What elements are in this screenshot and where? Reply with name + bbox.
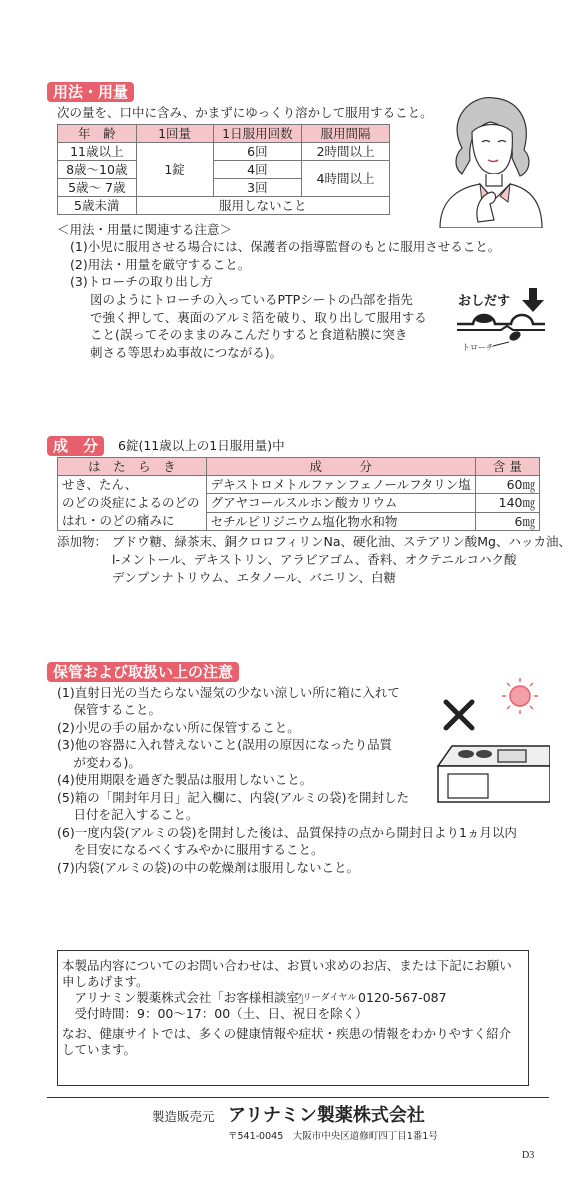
header-function: は た ら き <box>58 458 207 476</box>
phone-number[interactable]: 0120-567-087 <box>358 990 447 1005</box>
dosage-intro: 次の量を、口中に含み、かまずにゆっくり溶かして服用すること。 <box>57 105 433 120</box>
ingredients-header-row <box>58 458 540 476</box>
header-dose: 1回量 <box>136 125 213 143</box>
dosage-note-3: (3)トローチの取り出し方 <box>70 274 213 289</box>
ingredient-amount: 60㎎ <box>475 476 539 494</box>
header-age: 年 齢 <box>58 125 137 143</box>
table-row <box>58 197 390 215</box>
footer-divider <box>47 1097 549 1098</box>
storage-line: (5)箱の「開封年月日」記入欄に、内袋(アルミの袋)を開封した <box>57 790 409 805</box>
troche-label: トローチ <box>462 343 494 352</box>
ingredient-name: セチルピリジニウム塩化物水和物 <box>206 512 475 530</box>
contact-line: 申しあげます。 <box>62 974 149 989</box>
note-cell: 服用しないこと <box>136 197 389 215</box>
header-ingredient: 成 分 <box>206 458 475 476</box>
woman-illustration <box>432 88 544 228</box>
contact-line: しています。 <box>62 1042 137 1057</box>
contact-line: 受付時間：9：00～17：00（土、日、祝日を除く） <box>62 1006 368 1021</box>
storage-illustration <box>432 674 550 804</box>
storage-title: 保管および取扱い上の注意 <box>47 662 239 682</box>
manufacturer-role: 製造販売元 <box>152 1109 215 1124</box>
company-name: アリナミン製薬株式会社 <box>228 1105 425 1126</box>
stove-icon <box>438 746 550 802</box>
header-interval: 服用間隔 <box>302 125 390 143</box>
dosage-table <box>57 124 390 215</box>
dose-cell: 1錠 <box>136 143 213 197</box>
age-cell: 5歳～ 7歳 <box>58 179 137 197</box>
phone-label: フリーダイヤル <box>294 993 357 1003</box>
company-address: 〒541-0045 大阪市中央区道修町四丁目1番1号 <box>228 1131 438 1142</box>
ingredient-amount: 140㎎ <box>475 494 539 512</box>
push-label: おしだす <box>458 294 511 309</box>
function-line: のどの炎症によるのどの <box>62 495 200 510</box>
additives-line: l-メントール、デキストリン、アラビアゴム、香料、オクテニルコハク酸 <box>112 552 517 567</box>
dosage-note-2: (2)用法・用量を厳守すること。 <box>70 257 251 272</box>
troche-line: で強く押して、裏面のアルミ箔を破り、取り出して服用する <box>90 310 427 325</box>
contact-line: アリナミン製薬株式会社「お客様相談室」 <box>62 990 312 1005</box>
age-cell: 8歳～10歳 <box>58 161 137 179</box>
troche-line: 図のようにトローチの入っているPTPシートの凸部を指先 <box>90 292 413 307</box>
function-line: せき、たん、 <box>62 477 138 492</box>
storage-line: (7)内袋(アルミの袋)の中の乾燥剤は服用しないこと。 <box>57 860 359 875</box>
interval-cell: 2時間以上 <box>302 143 390 161</box>
dosage-title: 用法・用量 <box>47 82 134 102</box>
header-amount: 含 量 <box>475 458 539 476</box>
ingredient-name: デキストロメトルファンフェノールフタリン塩 <box>206 476 475 494</box>
contact-line: なお、健康サイトでは、多くの健康情報や症状・疾患の情報をわかりやすく紹介 <box>62 1026 512 1041</box>
table-row <box>58 143 390 161</box>
table-row <box>58 161 390 179</box>
storage-line: 日付を記入すること。 <box>57 807 199 822</box>
function-cell <box>58 476 207 531</box>
troche-line: こと(誤ってそのままのみこんだりすると食道粘膜に突き <box>90 327 408 342</box>
age-cell: 5歳未満 <box>58 197 137 215</box>
dosage-note-1: (1)小児に服用させる場合には、保護者の指導監督のもとに服用させること。 <box>70 239 501 254</box>
additives-line: デンプンナトリウム、エタノール、バニリン、白糖 <box>112 570 397 585</box>
storage-line: が変わる)。 <box>57 755 141 770</box>
contact-box <box>57 950 529 1086</box>
storage-line: (4)使用期限を過ぎた製品は服用しないこと。 <box>57 772 313 787</box>
page-number: D3 <box>522 1150 535 1161</box>
storage-line: 保管すること。 <box>57 702 161 717</box>
prohibit-cross-icon <box>446 702 472 728</box>
additives-label: 添加物： <box>57 534 108 549</box>
ingredients-table <box>57 457 540 531</box>
storage-line: (6)一度内袋(アルミの袋)を開封した後は、品質保持の点から開封日より1ヵ月以内 <box>57 825 517 840</box>
ingredient-name: グアヤコールスルホン酸カリウム <box>206 494 475 512</box>
ingredient-amount: 6㎎ <box>475 512 539 530</box>
function-line: はれ・のどの痛みに <box>62 513 175 528</box>
times-cell: 3回 <box>213 179 302 197</box>
age-cell: 11歳以上 <box>58 143 137 161</box>
times-cell: 4回 <box>213 161 302 179</box>
contact-line: 本製品内容についてのお問い合わせは、お買い求めのお店、または下記にお願い <box>62 958 512 973</box>
storage-line: (3)他の容器に入れ替えないこと(誤用の原因になったり品質 <box>57 737 393 752</box>
ingredients-subtitle: 6錠(11歳以上の1日服用量)中 <box>118 438 285 453</box>
header-times: 1日服用回数 <box>213 125 302 143</box>
dosage-notes-title: ＜用法・用量に関連する注意＞ <box>57 222 233 237</box>
storage-line: (1)直射日光の当たらない湿気の少ない涼しい所に箱に入れて <box>57 685 400 700</box>
sun-icon <box>502 678 538 714</box>
troche-line: 刺さる等思わぬ事故につながる)。 <box>90 345 283 360</box>
additives-line: ブドウ糖、緑茶末、銅クロロフィリンNa、硬化油、ステアリン酸Mg、ハッカ油、 <box>112 534 571 549</box>
table-row <box>58 476 540 494</box>
dosage-header-row <box>58 125 390 143</box>
storage-line: を目安になるべくすみやかに服用すること。 <box>57 842 324 857</box>
ingredients-title: 成 分 <box>47 436 104 456</box>
storage-line: (2)小児の手の届かない所に保管すること。 <box>57 720 300 735</box>
interval-cell: 4時間以上 <box>302 161 390 197</box>
times-cell: 6回 <box>213 143 302 161</box>
